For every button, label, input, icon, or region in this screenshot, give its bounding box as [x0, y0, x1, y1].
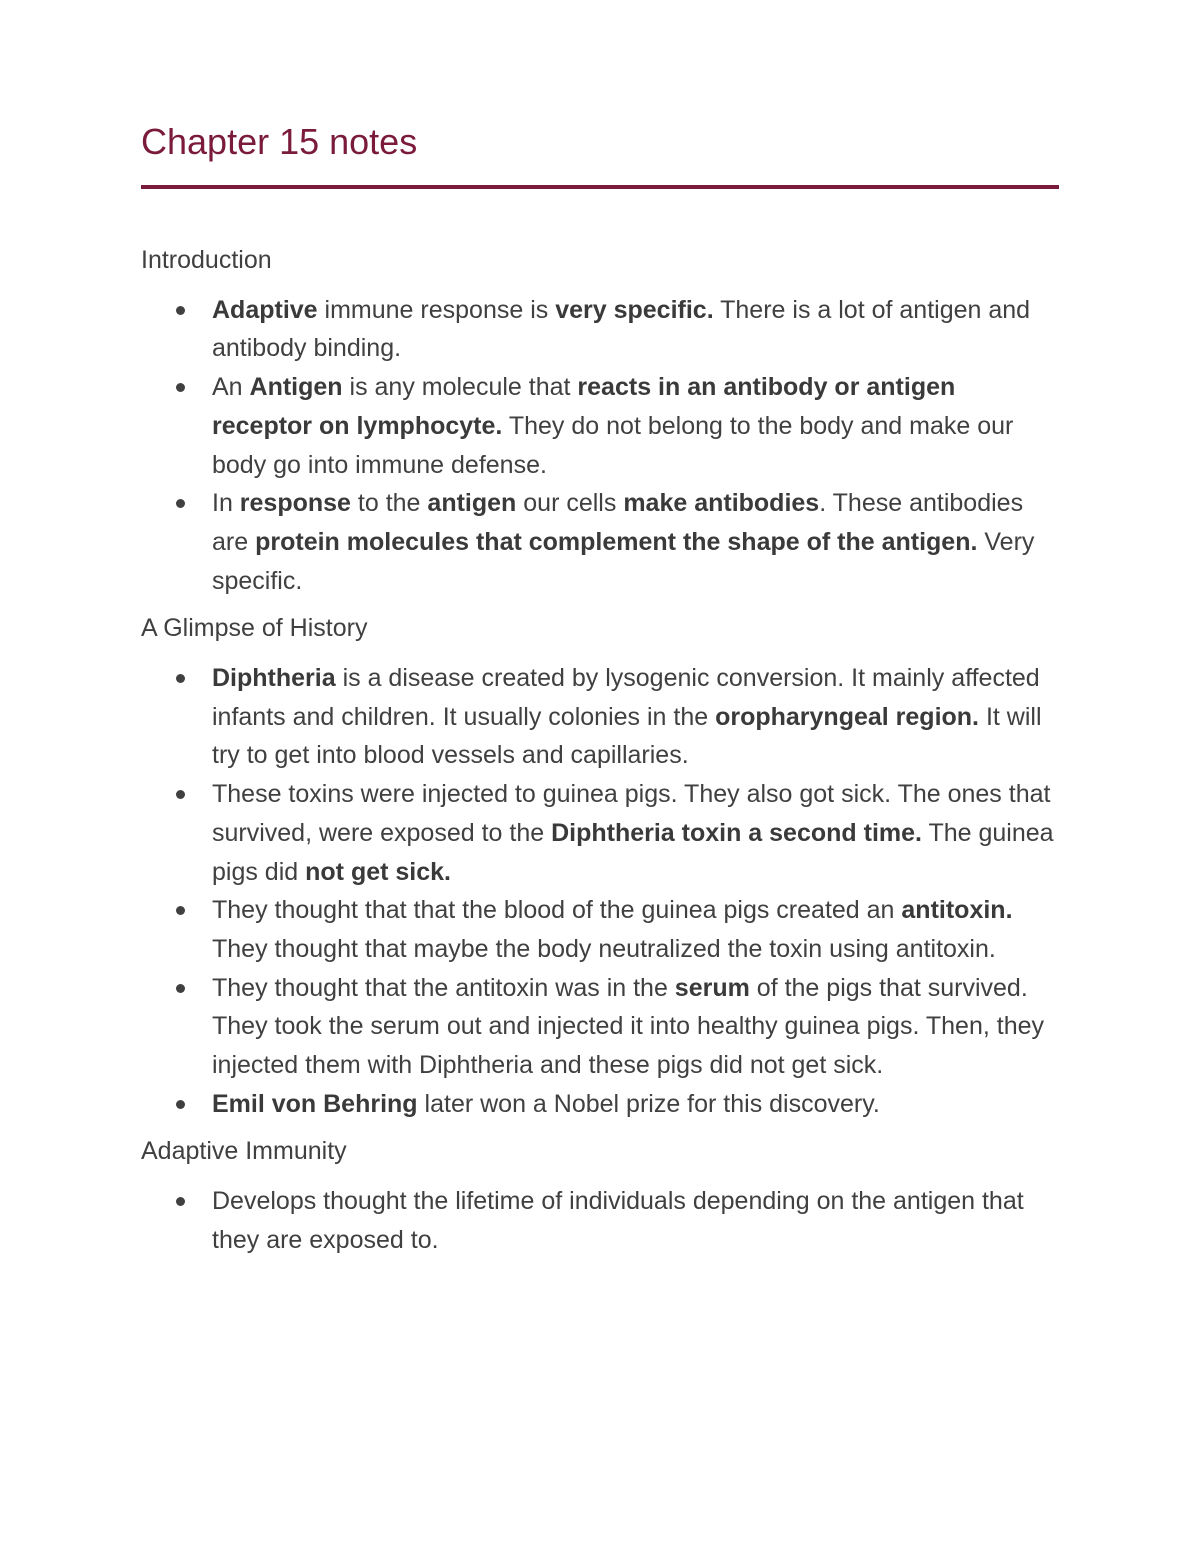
bold-text: not get sick.: [305, 857, 451, 886]
bullet-item: [141, 368, 1059, 484]
bold-text: reacts in an antibody or antigen receptor on lymphocyte.: [212, 373, 956, 440]
bullet-item: [141, 1085, 1059, 1124]
bullet-icon: [176, 1100, 185, 1109]
bold-text: Antigen: [249, 373, 343, 402]
text-run: is a disease created by lysogenic conversion. It mainly affected infants and children. It usually colonies in the: [212, 664, 1040, 731]
bold-text: Adaptive: [212, 295, 318, 324]
bold-text: antigen: [427, 489, 517, 518]
text-run: They thought that that the blood of the guinea pigs created an: [212, 896, 902, 925]
text-run: Very specific.: [212, 527, 1035, 595]
text-run: In: [212, 489, 240, 518]
bullet-icon: [176, 906, 185, 915]
bullet-item: [141, 1182, 1059, 1259]
bullet-item: [141, 484, 1059, 600]
text-run: . These antibodies are: [212, 489, 1024, 556]
bold-text: protein molecules that complement the shape of the antigen.: [255, 527, 978, 556]
bullet-icon: [176, 1197, 185, 1206]
text-run: There is a lot of antigen and antibody binding.: [212, 295, 1031, 363]
text-run: our cells: [516, 489, 624, 518]
bullet-list: [141, 659, 1059, 1123]
text-run: Develops thought the lifetime of individuals depending on the antigen that they are exposed to.: [212, 1187, 1024, 1254]
bullet-list: [141, 291, 1059, 601]
text-run: The guinea pigs did: [212, 818, 1054, 886]
text-run: to the: [350, 489, 428, 518]
bold-text: serum: [674, 973, 750, 1002]
text-run: They do not belong to the body and make our body go into immune defense.: [212, 411, 1014, 479]
text-run: It will try to get into blood vessels and capillaries.: [212, 702, 1042, 770]
bullet-item: [141, 291, 1059, 368]
bullet-item: [141, 969, 1059, 1085]
bullet-list: [141, 1182, 1059, 1259]
bold-text: response: [239, 489, 351, 518]
section-heading: A Glimpse of History: [141, 614, 368, 643]
bold-text: make antibodies: [623, 489, 820, 518]
bold-text: Diphtheria: [212, 664, 336, 693]
page-title: Chapter 15 notes: [141, 121, 418, 162]
title-divider: [141, 185, 1059, 189]
bullet-icon: [176, 499, 185, 508]
text-run: immune response is: [317, 295, 556, 324]
text-run: An: [212, 373, 250, 402]
bullet-icon: [176, 674, 185, 683]
section-heading: Adaptive Immunity: [141, 1137, 347, 1166]
bold-text: very specific.: [555, 295, 714, 324]
section-heading: Introduction: [141, 246, 272, 274]
bullet-icon: [176, 984, 185, 993]
bullet-item: [141, 775, 1059, 891]
bullet-icon: [176, 790, 185, 799]
text-run: of the pigs that survived. They took the serum out and injected it into healthy guinea pigs. Then, they injected them with Diphtheria and these pigs did not get sick.: [212, 973, 1045, 1080]
bold-text: oropharyngeal region.: [715, 702, 980, 731]
document-body: [141, 241, 1059, 1269]
text-run: is any molecule that: [342, 373, 578, 402]
bullet-icon: [176, 306, 185, 315]
bold-text: antitoxin.: [901, 896, 1013, 925]
bold-text: Diphtheria toxin a second time.: [551, 818, 922, 847]
text-run: They thought that maybe the body neutralized the toxin using antitoxin.: [212, 934, 996, 963]
text-run: They thought that the antitoxin was in the: [212, 973, 675, 1002]
bullet-item: [141, 659, 1059, 775]
text-run: These toxins were injected to guinea pigs. They also got sick. The ones that survived, were exposed to the: [212, 780, 1051, 847]
bullet-icon: [176, 383, 185, 392]
bullet-item: [141, 891, 1059, 968]
text-run: later won a Nobel prize for this discovery.: [417, 1089, 880, 1118]
bold-text: Emil von Behring: [212, 1089, 418, 1118]
